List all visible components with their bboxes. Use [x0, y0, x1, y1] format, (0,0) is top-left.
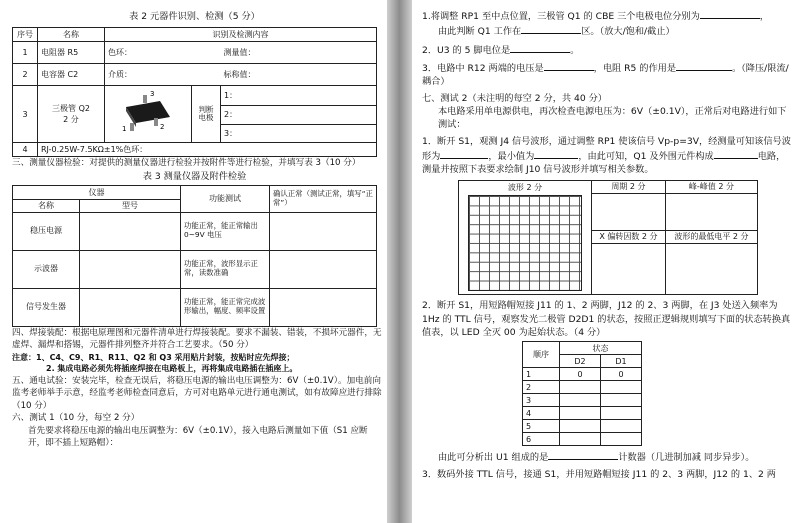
col-header: 波形的最低电平 2 分 — [665, 230, 757, 243]
note-1: 注意：1、C4、C9、R1、R11、Q2 和 Q3 采用贴片封装，按贴时应先焊接； — [12, 352, 295, 362]
row-no: 6 — [523, 433, 560, 446]
row-no: 5 — [523, 420, 560, 433]
cell[interactable] — [270, 250, 377, 288]
q1c-text: 区。（放大/饱和/截止） — [581, 26, 675, 38]
t2b-text: 由此可分析出 U1 组成的是 — [438, 452, 549, 464]
col-header: 确认正常（测试正常，填写“正常”） — [270, 186, 377, 213]
cell[interactable] — [80, 250, 181, 288]
waveform-header: 波形 2 分 — [507, 182, 543, 192]
question-1b — [422, 23, 794, 38]
page-gutter — [387, 0, 412, 523]
transistor-name: 三极管 Q2 — [52, 103, 90, 113]
truth-table — [522, 341, 642, 446]
row-no: 1 — [523, 368, 560, 381]
pin-label: 2 — [160, 122, 165, 131]
cell[interactable] — [592, 194, 666, 230]
pin-cell: 2： — [221, 106, 377, 125]
cell: 功能正常，能正常完成波形输出，幅度、频率设置 — [181, 288, 270, 326]
cell[interactable] — [601, 407, 642, 420]
cell[interactable] — [80, 212, 181, 250]
cell: 色环： — [105, 42, 221, 64]
cell[interactable] — [601, 394, 642, 407]
answer-blank[interactable] — [714, 148, 758, 159]
test-2: 2．断开 S1，用短路帽短接 J11 的 1、2 两脚，J12 的 2、3 两脚，在 J3 处送入频率为 1Hz 的 TTL 信号，观察发光二极管 D2D1 的状态，按照正逻辑规则填写下面的状态转换真值表，以 LED 全灭 00 为起始状态。（4 分） — [422, 300, 791, 339]
t1d-text: 电路，测量并按照下表要求绘制 J10 信号波形并填写相关参数。 — [422, 151, 786, 176]
section-6: 六、测试 1（10 分，每空 2 分） — [12, 413, 140, 424]
cell: 介质： — [105, 64, 221, 86]
q2-text: 2．U3 的 5 脚电位是 — [422, 44, 511, 56]
row-no: 3 — [523, 394, 560, 407]
cell[interactable] — [592, 244, 666, 295]
q1b-text: 由此判断 Q1 工作在 — [438, 26, 522, 38]
t1b-text: ，最小值为 — [488, 151, 535, 163]
note-2: 2. 集成电路必须先将插座焊接在电路板上，再将集成电路插在插座上。 — [46, 364, 298, 374]
cell[interactable] — [601, 381, 642, 394]
cell: 3 — [13, 86, 38, 143]
question-3 — [422, 60, 794, 89]
section-6-text: 首先要求将稳压电源的输出电压调整为：6V（±0.1V），接入电路后测量如下值（S1 应断开，即不插上短路帽）： — [28, 425, 368, 449]
col-header: 序号 — [13, 28, 38, 42]
cell[interactable] — [665, 244, 757, 295]
cell: 电容器 C2 — [38, 64, 105, 86]
test-2b — [422, 449, 794, 464]
pin-cell: 1： — [221, 86, 377, 106]
answer-blank[interactable] — [534, 148, 578, 159]
cell[interactable] — [80, 288, 181, 326]
cell: 功能正常，能正常输出 0~9V 电压 — [181, 212, 270, 250]
question-1: 1.将调整 RP1 至中点位置，三极管 Q1 的 CBE 三个电极电位分别为 ， — [422, 8, 794, 23]
table2 — [12, 27, 377, 157]
cell: 电阻器 R5 — [38, 42, 105, 64]
cell[interactable] — [601, 420, 642, 433]
section-7-text: 本电路采用单电源供电，再次检查电源电压为：6V（±0.1V），正常后对电路进行如下测试： — [438, 106, 787, 131]
col-header: 名称 — [13, 200, 80, 213]
cell: RJ-0.25W-7.5KΩ±1%色环： — [38, 143, 377, 157]
col-header: D2 — [560, 355, 601, 368]
cell: 示波器 — [13, 250, 80, 288]
cell: 4 — [13, 143, 38, 157]
pin-label: 3 — [150, 89, 155, 98]
cell[interactable] — [601, 433, 642, 446]
col-header: D1 — [601, 355, 642, 368]
answer-blank[interactable] — [521, 23, 581, 34]
cell: 0 — [560, 368, 601, 381]
transistor-score: 2 分 — [63, 115, 79, 125]
table2-title: 表 2 元器件识别、检测（5 分） — [129, 11, 260, 22]
t1c-text: ，由此可知，Q1 及外围元件构成 — [578, 151, 714, 163]
cell: 功能正常，波形显示正常，读数准确 — [181, 250, 270, 288]
q3c-text: 。（降压/限流/耦合） — [422, 63, 789, 88]
row-no: 4 — [523, 407, 560, 420]
answer-blank[interactable] — [510, 42, 570, 53]
right-page — [412, 0, 800, 523]
table3 — [12, 185, 377, 327]
judge-label: 判断电极 — [192, 86, 221, 143]
col-header: 功能测试 — [181, 186, 270, 213]
cell: 信号发生器 — [13, 288, 80, 326]
q1-text: 1.将调整 RP1 至中点位置，三极管 Q1 的 CBE 三个电极电位分别为 — [422, 11, 700, 22]
sot23-transistor-icon — [108, 87, 188, 139]
section-3: 三、测量仪器检验：对提供的测量仪器进行检验并按附件等进行检验，并填写表 3（10 分） — [12, 158, 361, 169]
test-1 — [422, 135, 794, 177]
question-2: 2．U3 的 5 脚电位是 。 — [422, 42, 794, 57]
q3b-text: ，电阻 R5 的作用是 — [593, 63, 677, 75]
oscilloscope-grid[interactable] — [468, 195, 582, 291]
answer-blank[interactable] — [700, 8, 760, 19]
col-header: 峰-峰值 2 分 — [665, 180, 757, 193]
table3-title: 表 3 测量仪器及附件检验 — [142, 170, 247, 182]
left-page — [0, 0, 387, 523]
section-4: 四、焊接装配：根据电原理图和元器件清单进行焊接装配。要求不漏装、错装，不损坏元器件，无虚焊、漏焊和搭锡，元器件排列整齐并符合工艺要求。（50 分） — [12, 327, 382, 351]
cell[interactable] — [560, 394, 601, 407]
cell: 标称值： — [221, 64, 377, 86]
col-header: 仪器 — [13, 186, 181, 200]
cell[interactable] — [270, 288, 377, 326]
cell[interactable] — [560, 381, 601, 394]
pin-cell: 3： — [221, 124, 377, 143]
pin-label: 1 — [122, 124, 127, 133]
cell — [38, 86, 105, 143]
cell: 稳压电源 — [13, 212, 80, 250]
col-header: 顺序 — [523, 342, 560, 368]
cell[interactable] — [560, 420, 601, 433]
cell[interactable] — [560, 407, 601, 420]
cell: 1 — [13, 42, 38, 64]
q3-text: 3．电路中 R12 两端的电压是 — [422, 63, 544, 75]
test-3: 3．数码外接 TTL 信号，接通 S1，并用短路帽短接 J11 的 2、3 两脚，J12 的 1、2 两 — [422, 468, 776, 480]
transistor-image — [105, 86, 192, 143]
col-header: 周期 2 分 — [592, 180, 666, 193]
answer-blank[interactable] — [676, 60, 732, 71]
cell[interactable] — [665, 194, 757, 230]
row-no: 2 — [523, 381, 560, 394]
cell[interactable] — [270, 212, 377, 250]
col-header: 状态 — [560, 342, 642, 355]
t1-text: 1．断开 S1，观测 J4 信号波形，通过调整 RP1 使该信号 Vp-p=3V，经测量可知该信号波形为 — [422, 135, 791, 163]
answer-blank[interactable] — [440, 148, 488, 159]
section-7: 七、测试 2（未注明的每空 2 分，共 40 分） — [422, 92, 607, 104]
waveform-table — [458, 180, 758, 296]
cell: 2 — [13, 64, 38, 86]
waveform-cell — [459, 180, 592, 295]
section-5: 五、通电试验：安装完毕，检查无误后，将稳压电源的输出电压调整为：6V（±0.1V）。加电前向监考老师举手示意，经监考老师检查同意后，方可对电路单元进行通电测试，如有故障应进行排除（10 分） — [12, 375, 382, 411]
answer-blank[interactable] — [548, 449, 618, 460]
col-header: 型号 — [80, 200, 181, 213]
cell: 0 — [601, 368, 642, 381]
cell[interactable] — [560, 433, 601, 446]
col-header: 名称 — [38, 28, 105, 42]
t2c-text: 计数器（几进制加减 同步异步）。 — [618, 452, 755, 464]
col-header: 识别及检测内容 — [105, 28, 377, 42]
col-header: X 偏转因数 2 分 — [592, 230, 666, 243]
answer-blank[interactable] — [544, 60, 594, 71]
cell: 测量值： — [221, 42, 377, 64]
